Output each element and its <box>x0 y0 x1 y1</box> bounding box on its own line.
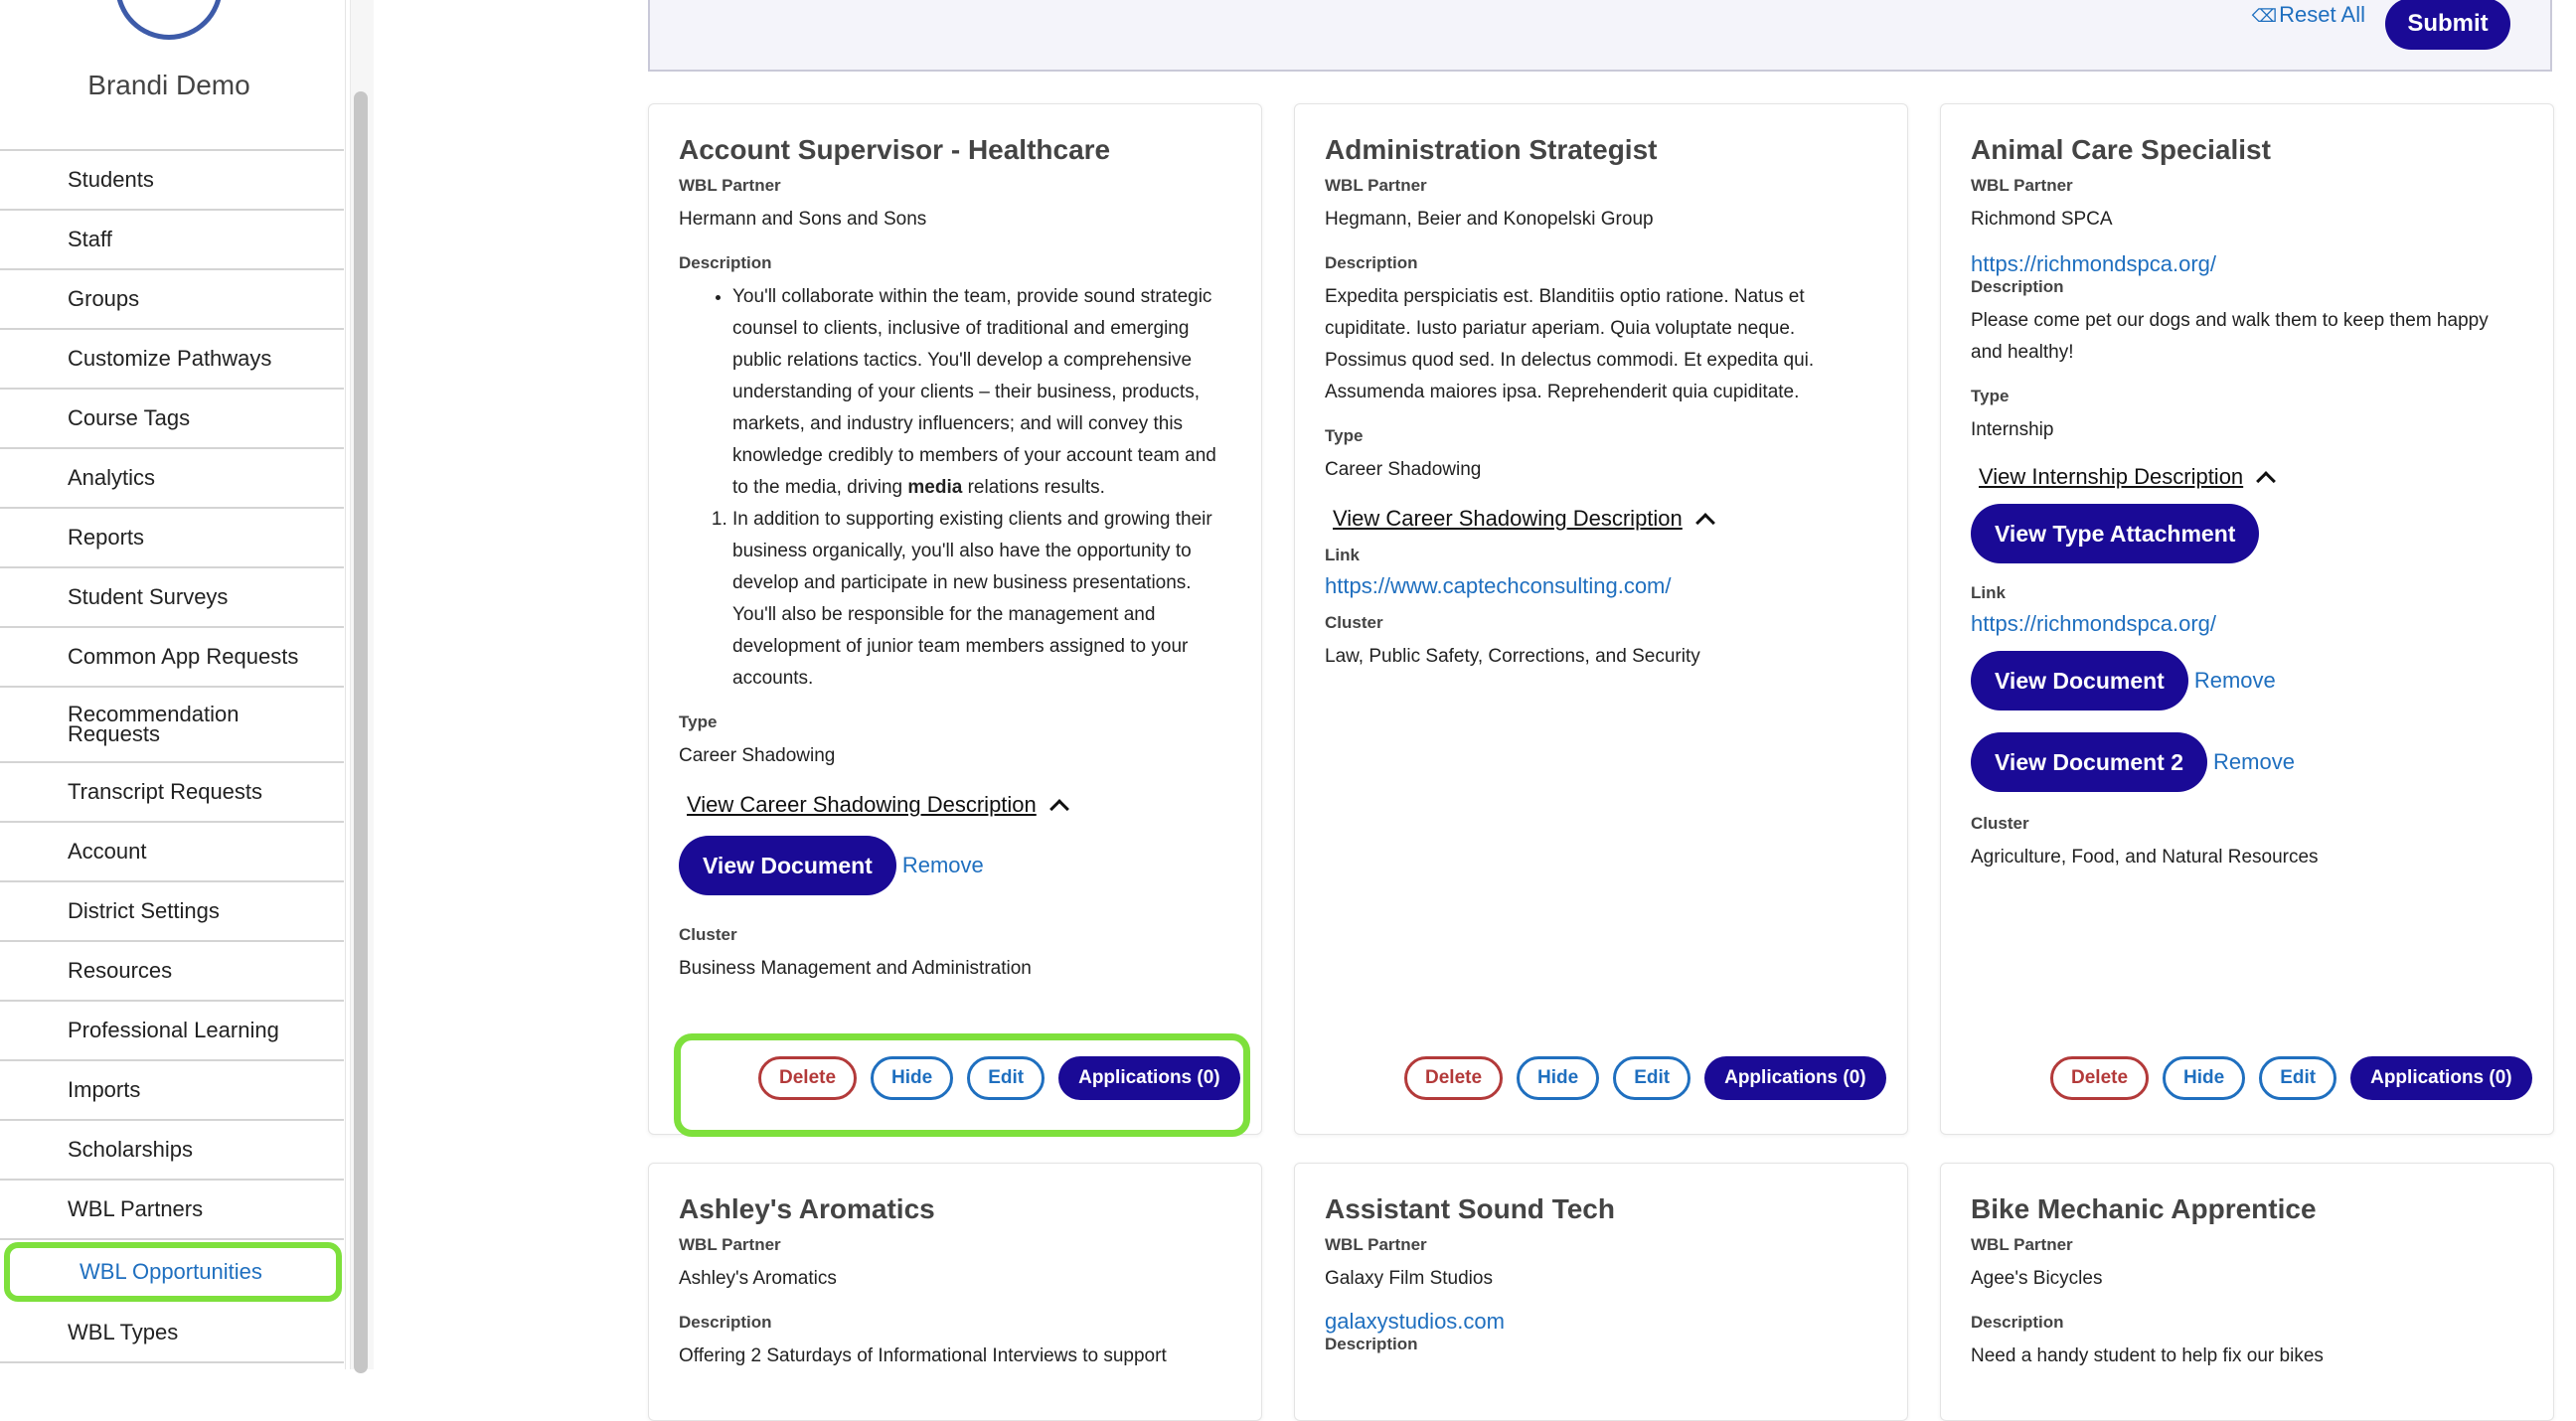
sidebar-item-students[interactable]: Students <box>0 151 344 211</box>
description-text: Expedita perspiciatis est. Blanditiis optio ratione. Natus et cupiditate. Iusto pariatur aperiam. Quia voluptate neque. Possimus quod sed. In delectus commodi. Et expedita qui. Assumenda maiores ipsa. Reprehenderit quia cupiditate. <box>1325 286 1815 402</box>
chevron-up-icon <box>2256 471 2276 491</box>
partner-label: WBL Partner <box>1325 176 1427 195</box>
sidebar-item-analytics[interactable]: Analytics <box>0 449 344 509</box>
sidebar-item-label: Recommendation Requests <box>68 702 240 746</box>
sidebar-item-resources[interactable]: Resources <box>0 942 344 1002</box>
view-type-attachment-button[interactable]: View Type Attachment <box>1971 504 2259 563</box>
sidebar-item-recommendation-requests[interactable] <box>0 688 344 763</box>
partner-name: Galaxy Film Studios <box>1325 1268 1493 1289</box>
partner-label: WBL Partner <box>679 1235 781 1254</box>
cluster-label: Cluster <box>1325 613 1383 632</box>
opportunity-card <box>1294 103 1908 1135</box>
description-numbered <box>679 504 1231 695</box>
view-document-2-button[interactable]: View Document 2 <box>1971 732 2207 792</box>
sidebar-item-course-tags[interactable]: Course Tags <box>0 390 344 449</box>
partner-label: WBL Partner <box>1325 1235 1427 1254</box>
delete-button[interactable]: Delete <box>2050 1056 2149 1100</box>
opportunity-card <box>648 103 1262 1135</box>
card-title: Animal Care Specialist <box>1971 134 2271 165</box>
list-item <box>732 281 1231 504</box>
view-document-button[interactable]: View Document <box>679 836 896 895</box>
partner-label: WBL Partner <box>679 176 781 195</box>
description-bullets <box>679 281 1231 504</box>
highlight-box <box>674 1033 1250 1137</box>
opportunity-card <box>1294 1163 1908 1421</box>
type-value: Career Shadowing <box>1325 459 1482 480</box>
view-description-toggle[interactable] <box>1979 464 2273 490</box>
sidebar-item-common-app-requests[interactable]: Common App Requests <box>0 628 344 688</box>
description-label: Description <box>679 1313 772 1332</box>
card-title: Bike Mechanic Apprentice <box>1971 1193 2317 1224</box>
card-title: Account Supervisor - Healthcare <box>679 134 1111 165</box>
opportunity-link[interactable]: https://richmondspca.org/ <box>1971 611 2217 636</box>
list-item: 1. In addition to supporting existing clients and growing their business organically, you'll also have the opportunity to develop and participate in new business presentations. You'll also be responsible for the management and development of junior team members assigned to your accounts. <box>732 504 1231 695</box>
partner-name: Agee's Bicycles <box>1971 1268 2103 1289</box>
card-title: Administration Strategist <box>1325 134 1658 165</box>
type-label: Type <box>679 712 718 731</box>
avatar <box>115 0 223 40</box>
type-label: Type <box>1971 387 2010 405</box>
user-name: Brandi Demo <box>87 70 250 100</box>
description-label: Description <box>679 253 772 272</box>
edit-button[interactable]: Edit <box>967 1056 1045 1100</box>
link-label: Link <box>1971 583 2006 602</box>
reset-all-link[interactable] <box>2252 2 2365 28</box>
cluster-value: Agriculture, Food, and Natural Resources <box>1971 847 2319 868</box>
view-document-button[interactable]: View Document <box>1971 651 2188 710</box>
description-text: Need a handy student to help fix our bikes <box>1971 1345 2324 1366</box>
cluster-label: Cluster <box>1971 814 2029 833</box>
cluster-label: Cluster <box>679 925 737 944</box>
partner-name: Richmond SPCA <box>1971 209 2113 230</box>
card-title: Assistant Sound Tech <box>1325 1193 1615 1224</box>
description-label: Description <box>1325 253 1418 272</box>
remove-link[interactable]: Remove <box>2213 749 2295 774</box>
cluster-value: Business Management and Administration <box>679 958 1032 979</box>
sidebar-item-account[interactable]: Account <box>0 823 344 882</box>
clear-icon: ⌫ <box>2251 6 2278 26</box>
edit-button[interactable]: Edit <box>1613 1056 1690 1100</box>
chevron-up-icon <box>1049 799 1069 819</box>
sidebar-item-transcript-requests[interactable]: Transcript Requests <box>0 763 344 823</box>
description-label: Description <box>1971 1313 2064 1332</box>
description-text: You'll collaborate within the team, provide sound strategic counsel to clients, inclusive of traditional and emerging public relations tactics. You'll develop a comprehensive understanding of your clients – their business, products, markets, and industry influencers; and will convey this knowledge credibly to members of your account team and to the media, driving <box>732 286 1216 498</box>
applications-button[interactable]: Applications (0) <box>1704 1056 1886 1100</box>
partner-name: Hermann and Sons and Sons <box>679 209 927 230</box>
card-title: Ashley's Aromatics <box>679 1193 935 1224</box>
submit-button[interactable]: Submit <box>2385 0 2510 50</box>
opportunity-card <box>648 1163 1262 1421</box>
sidebar-item-groups[interactable]: Groups <box>0 270 344 330</box>
edit-button[interactable]: Edit <box>2259 1056 2336 1100</box>
type-value: Internship <box>1971 419 2054 440</box>
cluster-value: Law, Public Safety, Corrections, and Security <box>1325 646 1700 667</box>
sidebar-item-wbl-partners[interactable]: WBL Partners <box>0 1181 344 1240</box>
delete-button[interactable]: Delete <box>1404 1056 1503 1100</box>
link-label: Link <box>1325 546 1360 564</box>
applications-button[interactable]: Applications (0) <box>2350 1056 2532 1100</box>
type-value: Career Shadowing <box>679 745 836 766</box>
view-description-toggle[interactable] <box>1333 506 1712 532</box>
remove-link[interactable]: Remove <box>901 853 984 877</box>
toggle-label: View Career Shadowing Description <box>687 792 1037 817</box>
sidebar-item-scholarships[interactable]: Scholarships <box>0 1121 344 1181</box>
description-label: Description <box>1325 1335 1418 1353</box>
opportunity-card <box>1940 1163 2554 1421</box>
hide-button[interactable]: Hide <box>1517 1056 1599 1100</box>
sidebar <box>0 0 346 1369</box>
sidebar-item-student-surveys[interactable]: Student Surveys <box>0 568 344 628</box>
applications-button[interactable]: Applications (0) <box>1058 1056 1240 1100</box>
description-text: Please come pet our dogs and walk them to keep them happy and healthy! <box>1971 310 2489 363</box>
partner-label: WBL Partner <box>1971 176 2073 195</box>
partner-name: Ashley's Aromatics <box>679 1268 837 1289</box>
partner-name: Hegmann, Beier and Konopelski Group <box>1325 209 1654 230</box>
type-label: Type <box>1325 426 1364 445</box>
filter-bar <box>648 0 2552 72</box>
description-text: relations results. <box>962 477 1105 498</box>
sidebar-item-imports[interactable]: Imports <box>0 1061 344 1121</box>
toggle-label: View Career Shadowing Description <box>1333 506 1683 531</box>
hide-button[interactable]: Hide <box>2163 1056 2245 1100</box>
sidebar-item-reports[interactable]: Reports <box>0 509 344 568</box>
reset-all-label: Reset All <box>2279 2 2365 27</box>
sidebar-scrollbar-thumb[interactable] <box>354 91 368 1373</box>
opportunity-link[interactable]: https://www.captechconsulting.com/ <box>1325 573 1672 598</box>
sidebar-nav <box>0 149 344 1363</box>
description-text: Offering 2 Saturdays of Informational Interviews to support <box>679 1345 1167 1366</box>
chevron-up-icon <box>1695 513 1715 533</box>
description-bold: media <box>907 477 963 498</box>
partner-link[interactable]: galaxystudios.com <box>1325 1309 1505 1334</box>
delete-button[interactable]: Delete <box>758 1056 857 1100</box>
partner-link[interactable]: https://richmondspca.org/ <box>1971 251 2217 276</box>
view-description-toggle[interactable] <box>687 792 1066 818</box>
sidebar-item-customize-pathways[interactable]: Customize Pathways <box>0 330 344 390</box>
remove-link[interactable]: Remove <box>2193 668 2276 693</box>
opportunity-card <box>1940 103 2554 1135</box>
sidebar-item-professional-learning[interactable]: Professional Learning <box>0 1002 344 1061</box>
sidebar-item-wbl-types[interactable]: WBL Types <box>0 1304 344 1363</box>
toggle-label: View Internship Description <box>1979 464 2244 489</box>
sidebar-item-staff[interactable]: Staff <box>0 211 344 270</box>
hide-button[interactable]: Hide <box>871 1056 953 1100</box>
description-label: Description <box>1971 277 2064 296</box>
partner-label: WBL Partner <box>1971 1235 2073 1254</box>
sidebar-item-wbl-opportunities[interactable]: WBL Opportunities <box>4 1242 342 1302</box>
sidebar-item-district-settings[interactable]: District Settings <box>0 882 344 942</box>
